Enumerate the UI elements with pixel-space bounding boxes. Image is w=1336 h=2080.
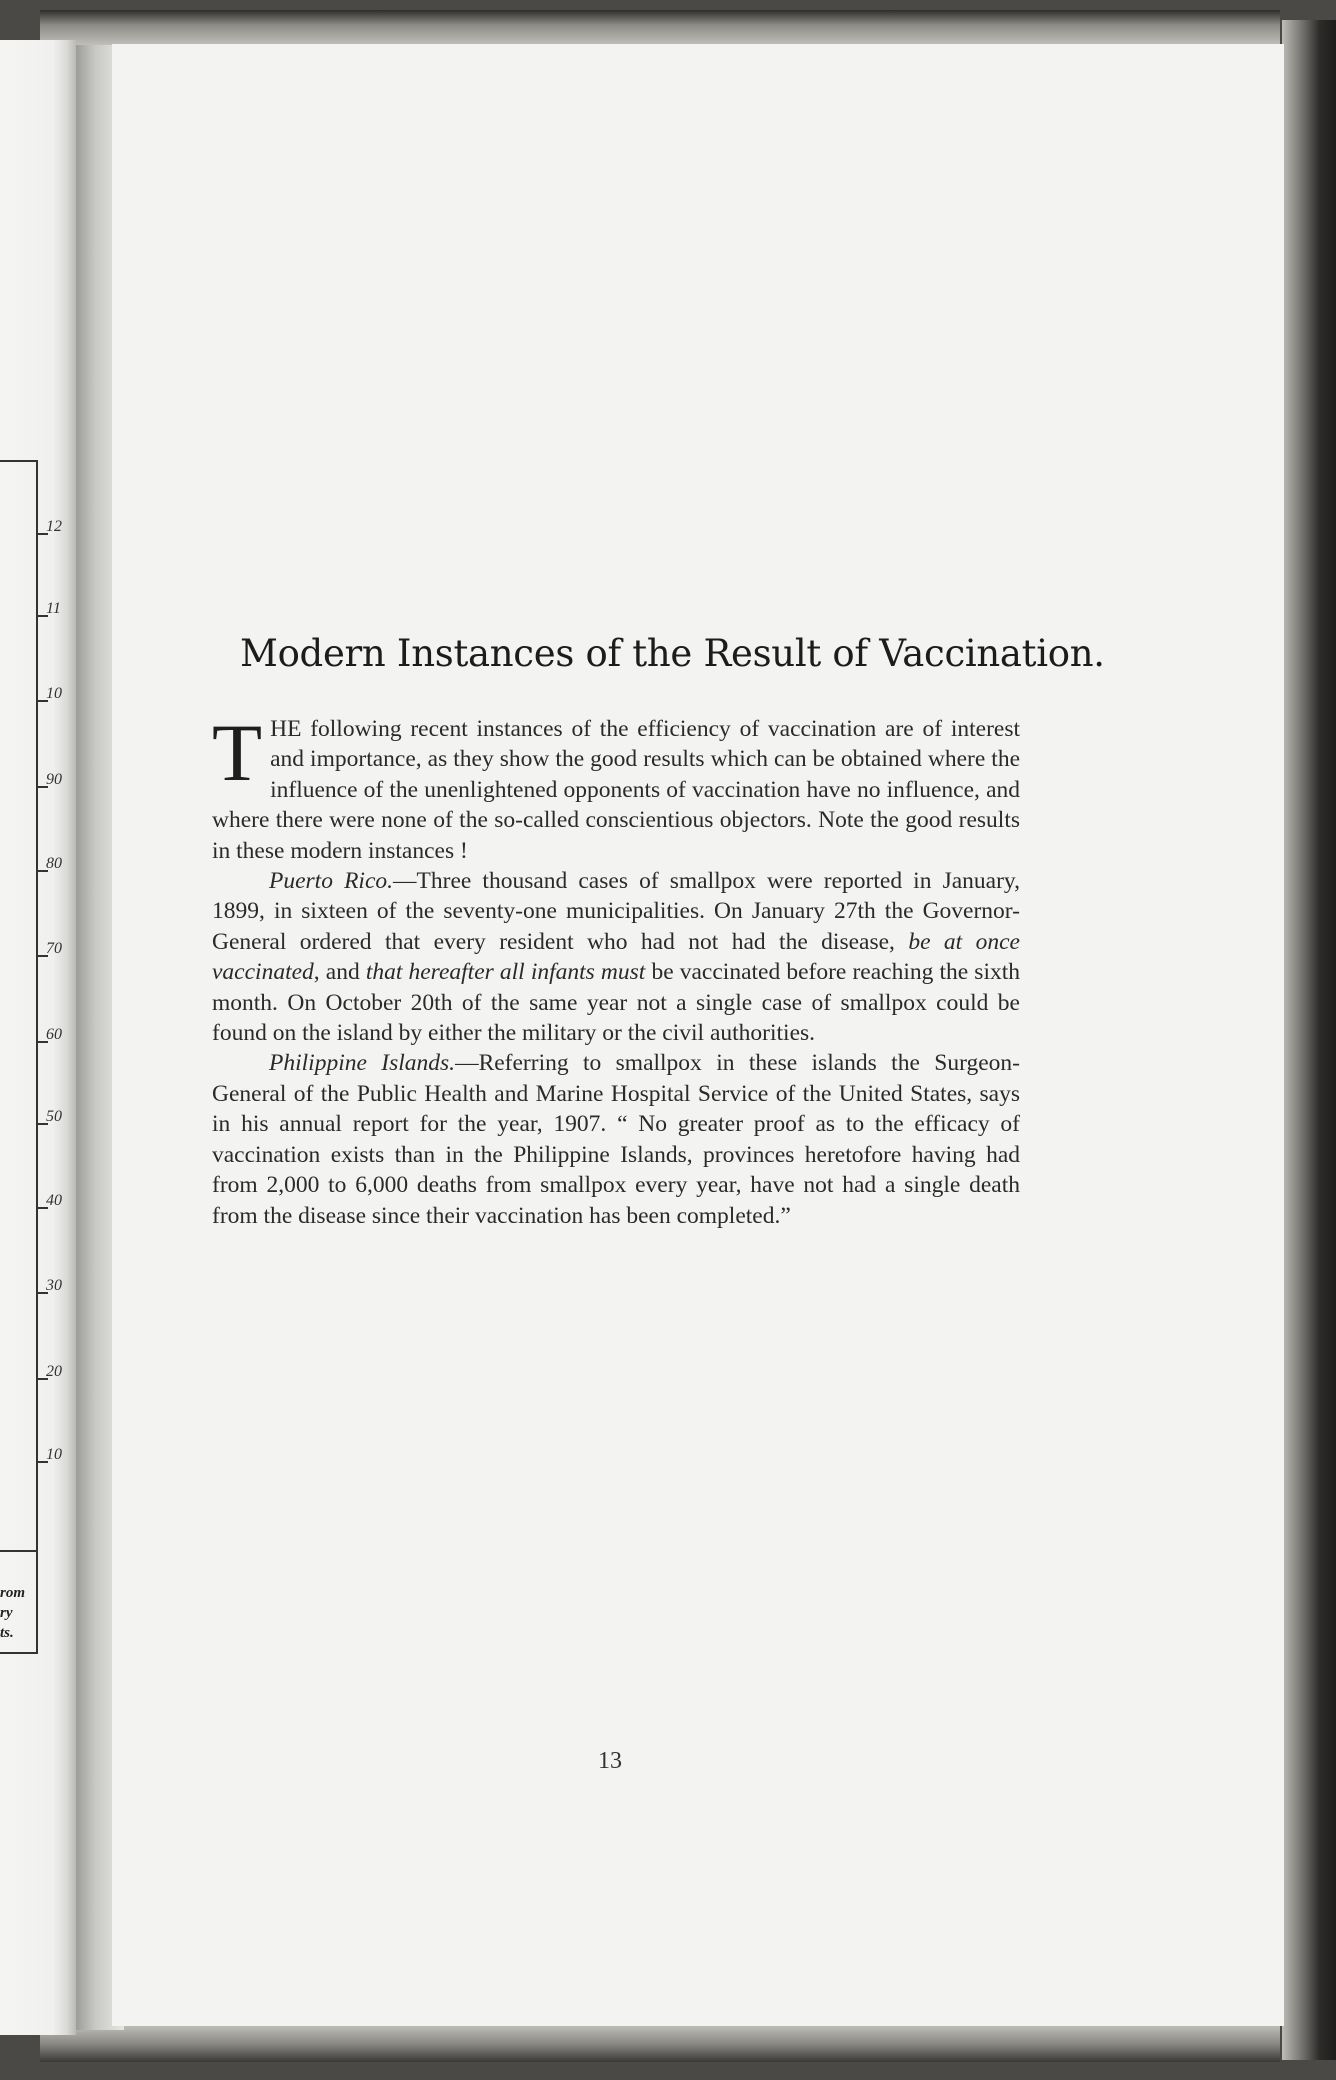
philippines-text: —Referring to smallpox in these islands the Surgeon-General of the Public Health and Marine Hospital Service of the United States, says in his annual report for the year, 1907. “ No greater proof as to the efficacy of vaccination exists than in the Philippine Islands, provinces heretofore having had from 2,000 to 6,000 deaths from smallpox every year, have not had a single death from the disease since their vaccination has been completed.” xyxy=(212,1050,1021,1229)
philippines-paragraph xyxy=(212,1048,1020,1230)
intro-text: HE following recent instances of the efficiency of vaccination are of interest and importance, as they show the good results which can be obtained where the influence of the unenlightened opponents of vaccination have no influence, and where there were none of the so-called conscientious objectors. Note the good results in these modern instances ! xyxy=(212,716,1020,864)
chart-border-bottom xyxy=(0,1550,38,1552)
cut-legend-text: ry xyxy=(0,1605,13,1621)
article-body xyxy=(212,707,1021,1231)
axis-tick-label: 11 xyxy=(46,600,61,617)
drop-cap: T xyxy=(212,707,263,798)
chart-legend-border xyxy=(36,1550,38,1654)
axis-tick-label: 90 xyxy=(46,771,62,788)
chart-axis xyxy=(36,460,38,1553)
chart-border-top xyxy=(0,460,38,462)
axis-tick-label: 80 xyxy=(46,855,62,872)
facing-page xyxy=(0,40,76,2035)
book-bottom-edge xyxy=(40,2022,1280,2062)
cut-legend-text: ts. xyxy=(0,1625,14,1641)
axis-tick-label: 50 xyxy=(46,1108,62,1125)
page-title: Modern Instances of the Result of Vaccination. xyxy=(240,632,1105,675)
page-number: 13 xyxy=(598,1748,622,1774)
cut-legend-text: rom xyxy=(0,1585,26,1601)
book-right-edge xyxy=(1282,20,1336,2060)
puerto-rico-paragraph xyxy=(212,866,1020,1048)
axis-tick-label: 10 xyxy=(46,1446,62,1463)
emphasis-text: that hereafter all infants must xyxy=(365,959,646,986)
intro-paragraph xyxy=(212,707,1020,866)
philippines-heading: Philippine Islands. xyxy=(269,1050,456,1077)
axis-tick-label: 12 xyxy=(46,518,62,535)
puerto-rico-text: —Three thousand cases of smallpox were reported in January, 1899, in sixteen of the seventy-one municipalities. On January 27th the Governor-General ordered that every resident who had not had the disease, xyxy=(212,868,1021,955)
book-top-edge xyxy=(40,10,1280,48)
axis-tick-label: 20 xyxy=(46,1363,62,1380)
puerto-rico-text: , and xyxy=(313,959,366,986)
axis-tick-label: 60 xyxy=(46,1026,62,1043)
puerto-rico-text: be vaccinated before reaching the sixth month. On October 20th of the same year not a single case of smallpox could be found on the island by either the military or the civil authorities. xyxy=(212,959,1021,1047)
axis-tick-label: 30 xyxy=(46,1277,62,1294)
chart-legend-bottom xyxy=(0,1652,38,1654)
puerto-rico-heading: Puerto Rico. xyxy=(269,868,394,895)
axis-tick-label: 70 xyxy=(46,940,62,957)
axis-tick-label: 10 xyxy=(46,685,62,702)
axis-tick-label: 40 xyxy=(46,1192,62,1209)
emphasis-text: be at once vaccinated xyxy=(212,928,1020,986)
